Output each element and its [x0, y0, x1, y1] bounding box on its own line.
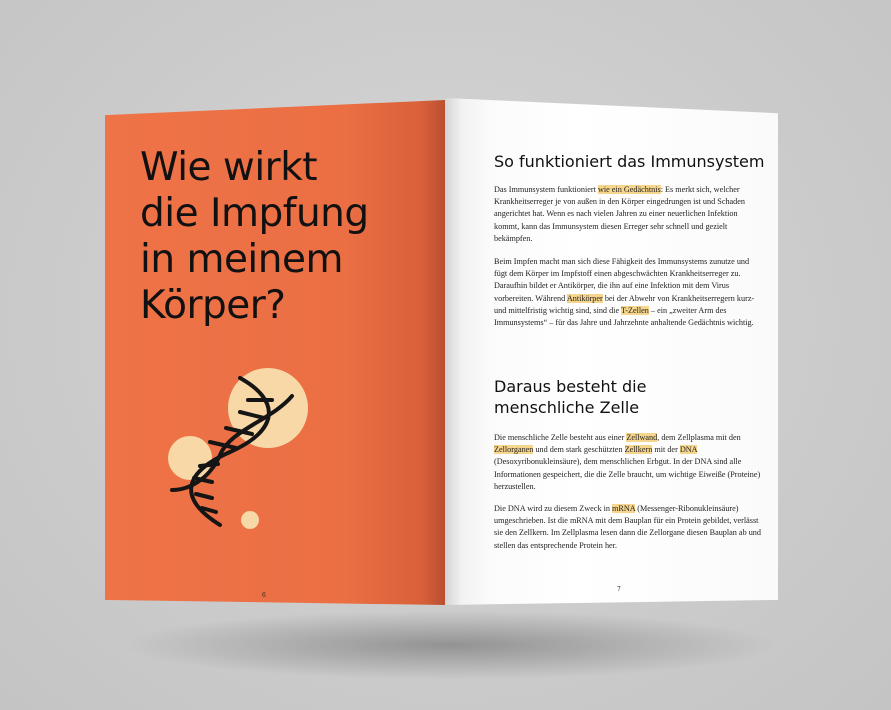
heading-line: Daraus besteht die	[494, 377, 647, 396]
text-run: bei der Abwehr von Krankheitserregern kurz- und mittelfristig wichtig sind, sind die	[494, 293, 755, 315]
highlighted-term: DNA	[679, 445, 698, 455]
text-run: – ein „zweiter Arm des Immunsystems“ – für das Jahre und Jahrzehnte anhaltende Gedächtnis wichtig.	[494, 305, 754, 328]
paragraph-immunsystem-2	[494, 256, 764, 329]
highlighted-term: Zellwand	[626, 433, 658, 442]
paragraph-immunsystem-1	[494, 184, 764, 245]
paragraph-zelle-2	[494, 503, 764, 552]
text-run: , dem Zellplasma mit den	[657, 433, 741, 442]
text-run: mit der	[652, 445, 680, 455]
title-line: Körper?	[140, 283, 286, 328]
title-line: die Impfung	[140, 191, 369, 236]
page-number-left: 6	[262, 592, 266, 599]
highlighted-term: mRNA	[612, 504, 636, 513]
title-line: in meinem	[140, 237, 343, 282]
highlighted-term: Antikörper	[566, 293, 603, 303]
text-run: und dem stark geschützten	[533, 445, 625, 455]
text-run: (Desoxyribonukleinsäure), dem menschlichen Erbgut. In der DNA sind alle Informationen gespeichert, die die Zelle braucht, um wichtige Eiweiße (Proteine) herzustellen.	[494, 457, 761, 491]
highlighted-term: Zellkern	[624, 445, 653, 455]
heading-line: menschliche Zelle	[494, 398, 640, 417]
section-heading-zelle	[494, 376, 646, 418]
text-run: Beim Impfen macht man sich diese Fähigkeit des Immunsystems zunutze und fügt dem Körper im Impfstoff einen abgeschwächten Krankheitserreger zu. Daraufhin bildet er Antikörper, die ihn auf eine Infektion mit dem Virus vorbereiten. Während	[494, 257, 750, 303]
text-run: : Es merkt sich, welcher Krankheitserreger je von außen in den Körper eingedrungen ist und Schaden angerichtet hat. Wenn es nach vielen Jahren zu einer neuerlichen Infektion kommt, kann das Immunsystem diesen Erreger sehr schnell und gezielt bekämpfen.	[494, 185, 745, 243]
text-run: Die menschliche Zelle besteht aus einer	[494, 433, 627, 442]
section-heading-immunsystem: So funktioniert das Immunsystem	[494, 152, 765, 171]
highlighted-term: T-Zellen	[620, 305, 649, 315]
title-line: Wie wirkt	[140, 145, 318, 190]
page-title	[140, 145, 440, 329]
dna-helix-icon	[160, 360, 320, 535]
page-number-right: 7	[617, 586, 621, 593]
highlighted-term: Zellorganen	[494, 445, 534, 455]
illustration-circle-small	[241, 511, 259, 529]
paragraph-zelle-1	[494, 432, 764, 493]
text-run: Das Immunsystem funktioniert	[494, 185, 598, 194]
text-run: (Messenger-Ribonukleinsäure) umgeschrieben. Ist die mRNA mit dem Bauplan für ein Protein gebildet, verlässt sie den Zellkern. Im Zellplasma lesen dann die Zellorgane diesen Bauplan ab und stellen das entsprechende Protein her.	[494, 504, 761, 550]
brochure-shadow	[120, 610, 780, 680]
text-run: Die DNA wird zu diesem Zweck in	[494, 504, 613, 513]
highlighted-term: wie ein Gedächtnis	[597, 185, 661, 194]
